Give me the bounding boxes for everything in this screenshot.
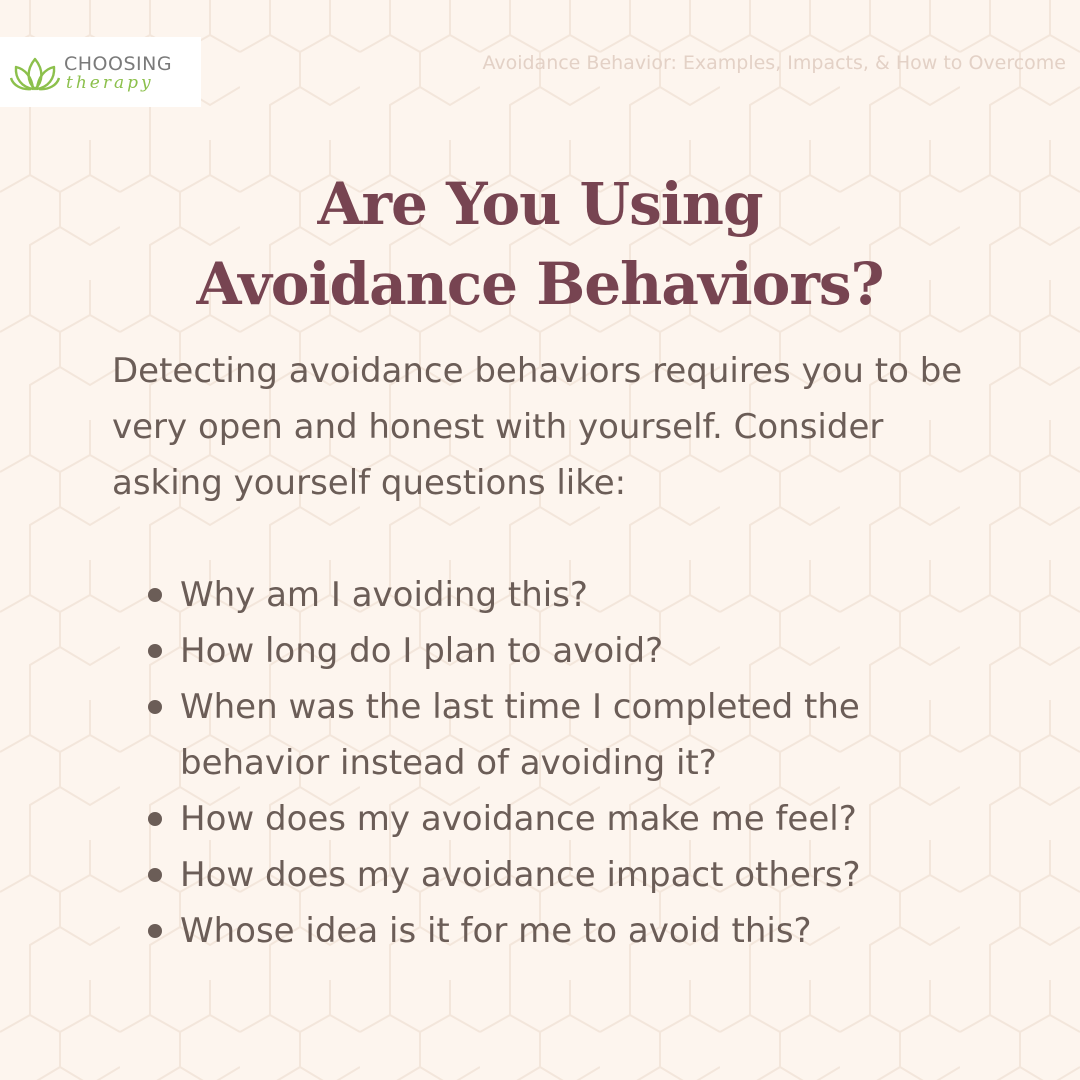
question-text: How does my avoidance impact others? <box>180 855 861 895</box>
bullet-icon <box>148 644 162 658</box>
list-item <box>148 903 948 959</box>
question-list <box>148 567 948 959</box>
bullet-icon <box>148 588 162 602</box>
logo <box>0 37 201 107</box>
title-line-1: Are You Using <box>317 170 763 238</box>
bullet-icon <box>148 924 162 938</box>
list-item <box>148 847 948 903</box>
lotus-icon <box>10 51 60 93</box>
intro-paragraph: Detecting avoidance behaviors requires you to be very open and honest with yourself. Consider asking yourself questions like: <box>112 351 963 503</box>
bullet-icon <box>148 812 162 826</box>
page-title <box>0 164 1080 324</box>
logo-wordmark: CHOOSING <box>64 53 173 75</box>
question-text: How long do I plan to avoid? <box>180 631 664 671</box>
title-line-2: Avoidance Behaviors? <box>196 250 884 318</box>
question-text: Why am I avoiding this? <box>180 575 588 615</box>
list-item <box>148 791 948 847</box>
logo-script-text: therapy <box>66 73 154 93</box>
article-title: Avoidance Behavior: Examples, Impacts, & How to Overcome <box>482 52 1066 74</box>
question-text: How does my avoidance make me feel? <box>180 799 857 839</box>
question-text: Whose idea is it for me to avoid this? <box>180 911 812 951</box>
list-item <box>148 679 948 791</box>
bullet-icon <box>148 868 162 882</box>
question-text: When was the last time I completed the behavior instead of avoiding it? <box>180 687 860 783</box>
bullet-icon <box>148 700 162 714</box>
list-item <box>148 567 948 623</box>
list-item <box>148 623 948 679</box>
